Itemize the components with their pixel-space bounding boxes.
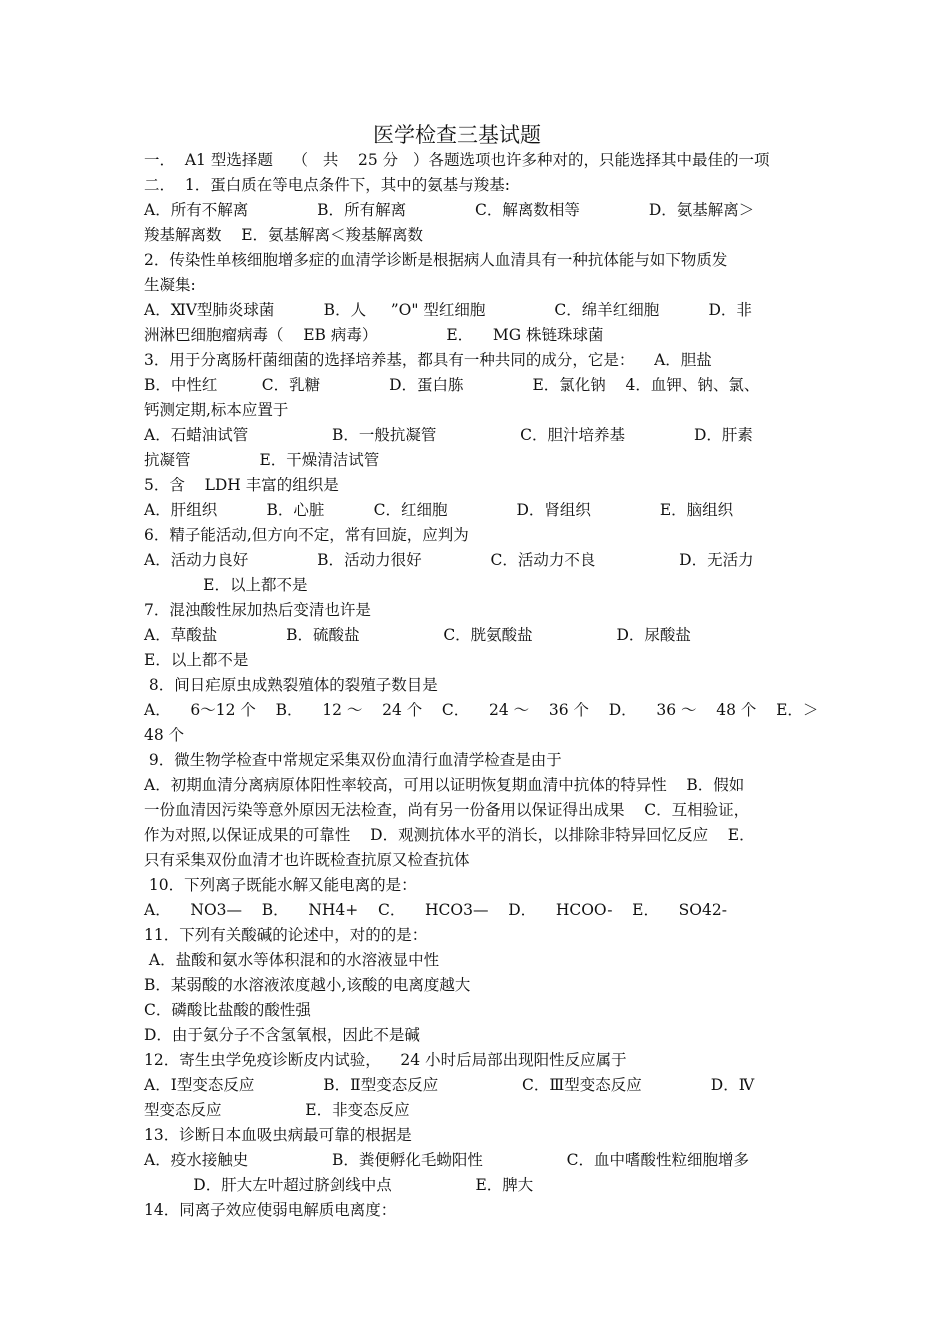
text-line: 抗凝管 E．干燥清洁试管 (144, 451, 380, 469)
text-line: A．石蜡油试管 B．一般抗凝管 C．胆汁培养基 D．肝素 (144, 426, 753, 444)
text-line: C．磷酸比盐酸的酸性强 (144, 1001, 311, 1019)
text-line: 二． 1．蛋白质在等电点条件下，其中的氨基与羧基: (144, 176, 510, 194)
text-line: 11．下列有关酸碱的论述中，对的的是： (144, 926, 428, 944)
text-line: 13．诊断日本血吸虫病最可靠的根据是 (144, 1126, 412, 1144)
section-heading: 一． A1 型选择题 （ 共 25 分 ）各题选项也许多种对的，只能选择其中最佳的一项 (144, 151, 770, 169)
text-line: B．中性红 C．乳糖 D．蛋白胨 E．氯化钠 4．血钾、钠、氯、 (144, 376, 760, 394)
text-line: A．初期血清分离病原体阳性率较高，可用以证明恢复期血清中抗体的特异性 B．假如 (144, 776, 745, 794)
text-line: A．Ⅰ型变态反应 B．Ⅱ型变态反应 C．Ⅲ型变态反应 D．Ⅳ (144, 1076, 755, 1094)
text-line: A．肝组织 B．心脏 C．红细胞 D．肾组织 E．脑组织 (144, 501, 734, 519)
text-line: A．盐酸和氨水等体积混和的水溶液显中性 (144, 951, 440, 969)
text-line: 3．用于分离肠杆菌细菌的选择培养基，都具有一种共同的成分，它是： A．胆盐 (144, 351, 712, 369)
text-line: A．所有不解离 B．所有解离 C．解离数相等 D．氨基解离＞ (144, 201, 755, 219)
text-line: 作为对照,以保证成果的可靠性 D．观测抗体水平的消长，以排除非特异回忆反应 E． (144, 826, 755, 844)
text-line: 生凝集: (144, 276, 196, 294)
text-line: 只有采集双份血清才也许既检查抗原又检查抗体 (144, 851, 470, 869)
text-line: A．草酸盐 B．硫酸盐 C．胱氨酸盐 D．尿酸盐 (144, 626, 691, 644)
text-line: 48 个 (144, 726, 185, 744)
text-line: B．某弱酸的水溶液浓度越小,该酸的电离度越大 (144, 976, 471, 994)
text-line: A． NO3— B． NH4+ C． HCO3— D． HCOO- E． SO42- (144, 901, 727, 919)
text-line: 9．微生物学检查中常规定采集双份血清行血清学检查是由于 (144, 751, 562, 769)
document-title: 医学检查三基试题 (373, 123, 541, 147)
text-line: 洲淋巴细胞瘤病毒（ EB 病毒） E． MG 株链珠球菌 (144, 326, 604, 344)
text-line: D．肝大左叶超过脐剑线中点 E．脾大 (144, 1176, 534, 1194)
text-line: A．活动力良好 B．活动力很好 C．活动力不良 D．无活力 (144, 551, 754, 569)
text-line: 12．寄生虫学免疫诊断皮内试验， 24 小时后局部出现阳性反应属于 (144, 1051, 627, 1069)
text-line: E．以上都不是 (144, 651, 249, 669)
text-line: 6．精子能活动,但方向不定，常有回旋，应判为 (144, 526, 469, 544)
text-line: 8．间日疟原虫成熟裂殖体的裂殖子数目是 (144, 676, 438, 694)
text-line: A．ⅪⅤ型肺炎球菌 B．人 ”O" 型红细胞 C．绵羊红细胞 D．非 (144, 301, 752, 319)
text-line: 10．下列离子既能水解又能电离的是： (144, 876, 417, 894)
text-line: 14．同离子效应使弱电解质电离度： (144, 1201, 397, 1219)
text-line: D．由于氨分子不含氢氧根，因此不是碱 (144, 1026, 420, 1044)
text-line: E．以上都不是 (144, 576, 308, 594)
text-line: 羧基解离数 E．氨基解离＜羧基解离数 (144, 226, 424, 244)
text-line: 2．传染性单核细胞增多症的血清学诊断是根据病人血清具有一种抗体能与如下物质发 (144, 251, 728, 269)
text-line: A．疫水接触史 B．粪便孵化毛蚴阳性 C．血中嗜酸性粒细胞增多 (144, 1151, 749, 1169)
text-line: A． 6～12 个 B． 12 ～ 24 个 C． 24 ～ 36 个 D． 36 ～ 48 个 E．＞ (144, 701, 819, 719)
text-line: 一份血清因污染等意外原因无法检查，尚有另一份备用以保证得出成果 C．互相验证， (144, 801, 750, 819)
text-line: 5．含 LDH 丰富的组织是 (144, 476, 339, 494)
text-line: 7．混浊酸性尿加热后变清也许是 (144, 601, 371, 619)
text-line: 型变态反应 E．非变态反应 (144, 1101, 410, 1119)
text-line: 钙测定期,标本应置于 (144, 401, 289, 419)
